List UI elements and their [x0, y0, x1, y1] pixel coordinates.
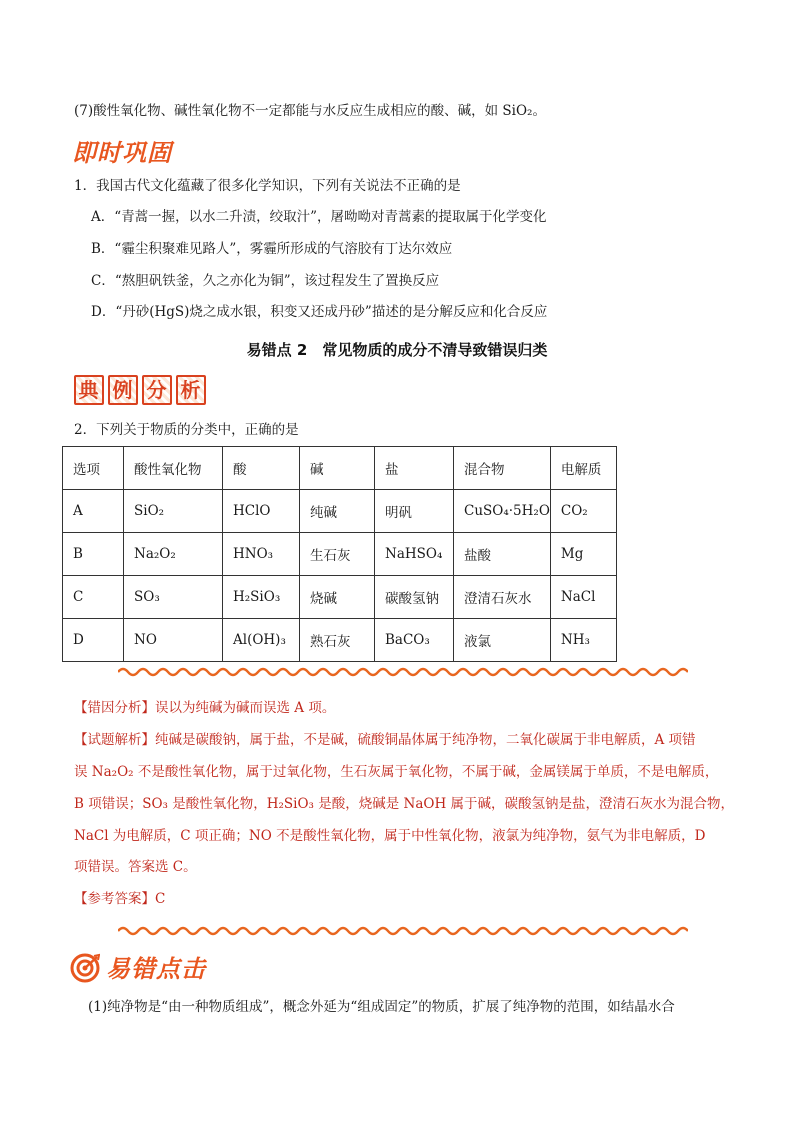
error-cause: 【错因分析】误以为纯碱为碱而误选 A 项。: [74, 700, 336, 716]
example-analysis-banner: [74, 375, 210, 405]
table-cell: D: [63, 619, 124, 662]
table-header-cell: 酸性氧化物: [124, 447, 223, 490]
banner-char: 分: [142, 375, 172, 405]
q1-option-d: D．“丹砂(HgS)烧之成水银，积变又还成丹砂”描述的是分解反应和化合反应: [91, 304, 548, 320]
banner-char: 典: [74, 375, 104, 405]
intro-note: (7)酸性氧化物、碱性氧化物不一定都能与水反应生成相应的酸、碱，如 SiO₂。: [74, 103, 546, 119]
table-row: [63, 533, 617, 576]
q1-option-a: A．“青蒿一握，以水二升渍，绞取汁”，屠呦呦对青蒿素的提取属于化学变化: [91, 209, 547, 225]
table-cell: 明矾: [375, 490, 454, 533]
table-cell: B: [63, 533, 124, 576]
q1-stem: 1．我国古代文化蕴藏了很多化学知识，下列有关说法不正确的是: [74, 178, 461, 194]
table-cell: 熟石灰: [300, 619, 375, 662]
q1-option-c: C．“熬胆矾铁釜，久之亦化为铜”，该过程发生了置换反应: [91, 273, 440, 289]
table-cell: NaHSO₄: [375, 533, 454, 576]
section-title: 易错点 2 常见物质的成分不清导致错误归类: [246, 341, 548, 359]
table-cell: SO₃: [124, 576, 223, 619]
table-cell: NaCl: [550, 576, 616, 619]
table-cell: HNO₃: [223, 533, 300, 576]
table-header-cell: 酸: [223, 447, 300, 490]
banner-char: 析: [176, 375, 206, 405]
pitfall-line: (1)纯净物是“由一种物质组成”，概念外延为“组成固定”的物质，扩展了纯净物的范围，如结晶水合: [88, 999, 675, 1015]
table-cell: 纯碱: [300, 490, 375, 533]
explanation-line: 项错误。答案选 C。: [74, 859, 197, 875]
pitfall-banner: 易错点击: [106, 955, 206, 983]
table-header-cell: 混合物: [454, 447, 551, 490]
q1-option-b: B．“霾尘积聚难见路人”，雾霾所形成的气溶胶有丁达尔效应: [91, 241, 453, 257]
reference-answer: 【参考答案】C: [74, 891, 166, 907]
table-cell: CuSO₄·5H₂O: [454, 490, 551, 533]
table-cell: BaCO₃: [375, 619, 454, 662]
table-cell: C: [63, 576, 124, 619]
explanation-line: 误 Na₂O₂ 不是酸性氧化物，属于过氧化物，生石灰属于氧化物，不属于碱，金属镁属于单质，不是电解质，: [74, 764, 719, 780]
table-row: [63, 619, 617, 662]
target-icon: [70, 953, 100, 983]
table-header-cell: 选项: [63, 447, 124, 490]
table-header-cell: 电解质: [550, 447, 616, 490]
table-cell: 烧碱: [300, 576, 375, 619]
q2-stem: 2．下列关于物质的分类中，正确的是: [74, 422, 299, 438]
explanation-line: NaCl 为电解质，C 项正确；NO 不是酸性氧化物，属于中性氧化物，液氯为纯净物，氨气为非电解质，D: [74, 828, 706, 844]
banner-char: 例: [108, 375, 138, 405]
table-cell: H₂SiO₃: [223, 576, 300, 619]
table-cell: 液氯: [454, 619, 551, 662]
table-cell: Na₂O₂: [124, 533, 223, 576]
table-cell: Mg: [550, 533, 616, 576]
table-cell: 生石灰: [300, 533, 375, 576]
explanation-line: 【试题解析】纯碱是碳酸钠，属于盐，不是碱，硫酸铜晶体属于纯净物，二氧化碳属于非电解质，A 项错: [74, 732, 696, 748]
wave-divider: [118, 925, 688, 937]
table-cell: CO₂: [550, 490, 616, 533]
wave-divider: [118, 666, 688, 678]
table-header-cell: 碱: [300, 447, 375, 490]
table-row: [63, 490, 617, 533]
table-header-row: [63, 447, 617, 490]
table-header-cell: 盐: [375, 447, 454, 490]
table-cell: HClO: [223, 490, 300, 533]
table-cell: NO: [124, 619, 223, 662]
practice-banner: 即时巩固: [72, 139, 172, 167]
table-cell: Al(OH)₃: [223, 619, 300, 662]
table-cell: 澄清石灰水: [454, 576, 551, 619]
table-row: [63, 576, 617, 619]
explanation-line: B 项错误；SO₃ 是酸性氧化物，H₂SiO₃ 是酸，烧碱是 NaOH 属于碱，碳酸氢钠是盐，澄清石灰水为混合物，: [74, 796, 735, 812]
table-cell: A: [63, 490, 124, 533]
table-cell: NH₃: [550, 619, 616, 662]
table-cell: 碳酸氢钠: [375, 576, 454, 619]
table-cell: 盐酸: [454, 533, 551, 576]
classification-table: [62, 446, 617, 662]
table-cell: SiO₂: [124, 490, 223, 533]
